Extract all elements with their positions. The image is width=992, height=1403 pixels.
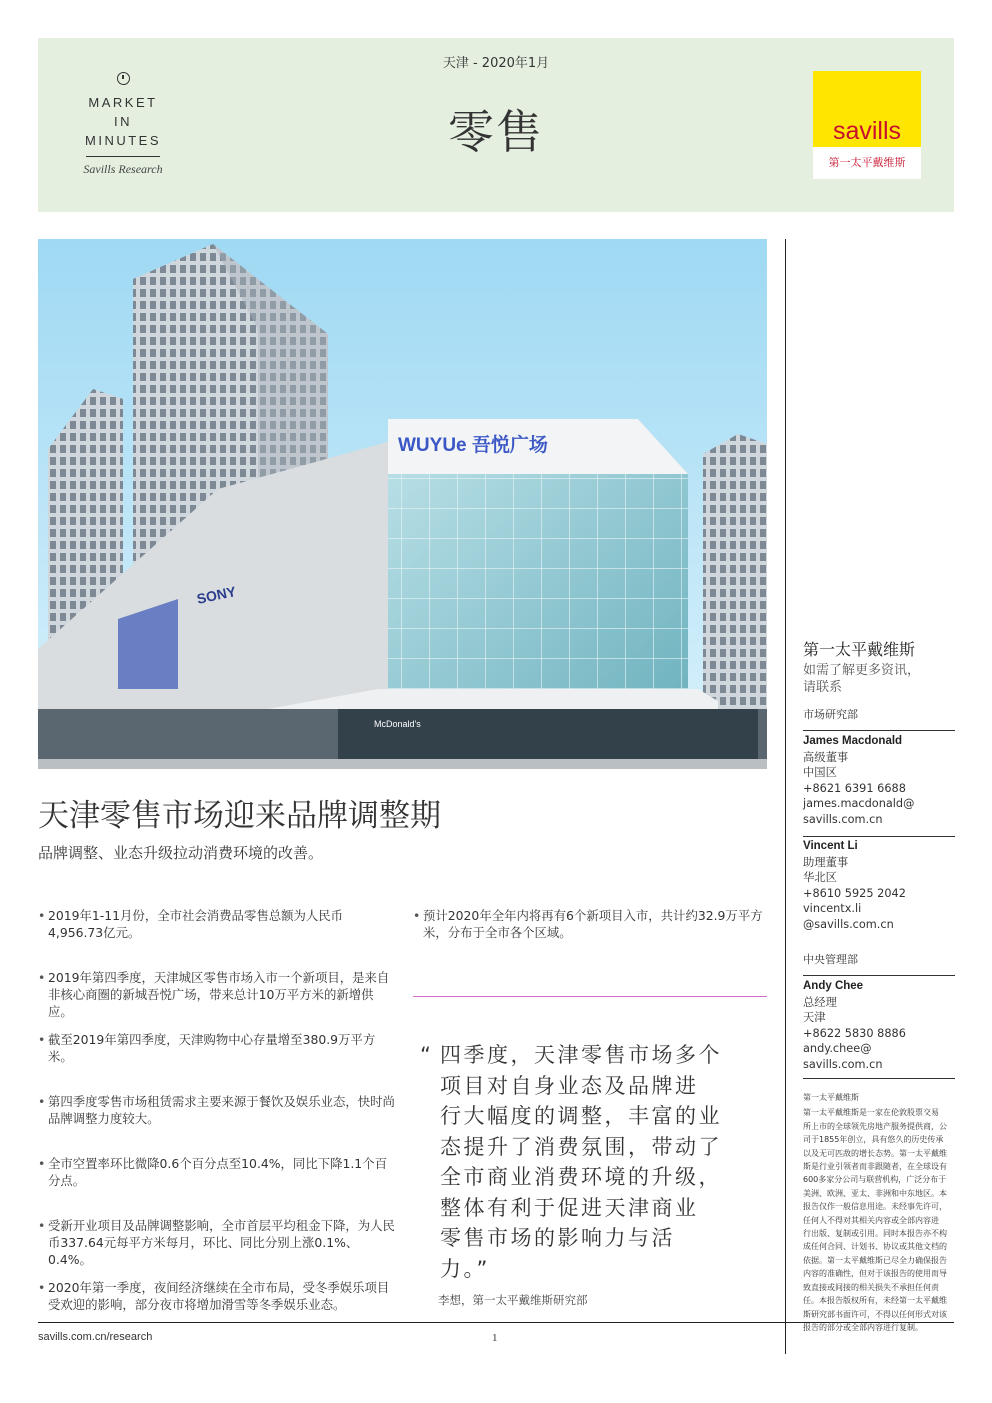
report-date: 天津 - 2020年1月 <box>442 56 550 71</box>
bullet-item: • 受新开业项目及品牌调整影响，全市首层平均租金下降，为人民币337.64元每平方米每月，环比、同比分别上涨0.1%、0.4%。 <box>38 1217 398 1279</box>
contact-email[interactable]: andy.chee@ <box>803 1042 872 1056</box>
report-header <box>38 38 954 212</box>
bullet-item: • 全市空置率环比微降0.6个百分点至10.4%，同比下降1.1个百分点。 <box>38 1155 398 1217</box>
contact-phone: +8610 5925 2042 <box>803 886 906 900</box>
bullet-item: • 第四季度零售市场租赁需求主要来源于餐饮及娱乐业态，快时尚品牌调整力度较大。 <box>38 1093 398 1155</box>
contact-name: Vincent Li <box>803 840 858 852</box>
contact-email-domain[interactable]: savills.com.cn <box>803 1057 883 1071</box>
contact-divider <box>803 975 955 976</box>
quote-line: 态提升了消费氛围，带动了 <box>440 1134 722 1159</box>
sidebar-brand: 第一太平戴维斯 <box>803 640 916 659</box>
quote-line: 整体有利于促进天津商业 <box>440 1195 699 1220</box>
bullet-item: • 2020年第一季度，夜间经济继续在全市布局，受冬季娱乐项目受欢迎的影响，部分夜市将增加滑雪等冬季娱乐业态。 <box>38 1279 398 1341</box>
bullet-item: • 截至2019年第四季度，天津购物中心存量增至380.9万平方米。 <box>38 1031 398 1093</box>
contact-card <box>803 734 955 828</box>
disclaimer-line: 司于1855年创立，具有悠久的历史传承 <box>803 1135 944 1145</box>
logo-wordmark: savills <box>832 117 902 145</box>
brand-line-in: IN <box>114 114 132 129</box>
article-subheadline: 品牌调整、业态升级拉动消费环境的改善。 <box>38 844 324 862</box>
page-title: 零售 <box>448 105 544 159</box>
footer-divider <box>38 1322 954 1323</box>
disclaimer-line: 任何人不得对其相关内容或全部内容进 <box>803 1215 939 1225</box>
disclaimer-line: 报告仅作一般信息用途。未经事先许可， <box>803 1202 947 1212</box>
quote-mark: “ <box>420 1043 434 1067</box>
contact-prompt-line: 如需了解更多资讯， <box>803 663 921 678</box>
contact-phone: +8622 5830 8886 <box>803 1026 906 1040</box>
disclaimer <box>803 1091 955 1334</box>
disclaimer-line: 600多家分公司与联营机构，广泛分布于 <box>803 1175 947 1185</box>
disclaimer-title: 第一太平戴维斯 <box>803 1093 859 1102</box>
disclaimer-line: 美洲、欧洲、亚太、非洲和中东地区。本 <box>803 1188 947 1198</box>
disclaimer-line: 斯是行业引领者而非跟随者，在全球设有 <box>803 1162 947 1172</box>
contact-email[interactable]: james.macdonald@ <box>803 797 915 811</box>
contact-title: 总经理 <box>803 995 837 1009</box>
clock-icon <box>117 72 130 85</box>
disclaimer-line: 成任何合同、计划书、协议或其他文档的 <box>803 1242 947 1252</box>
section-divider <box>413 996 767 997</box>
contact-prompt <box>803 662 955 696</box>
disclaimer-line: 以及无可匹敌的增长态势。第一太平戴维 <box>803 1148 947 1158</box>
disclaimer-line: 致直接或间接的相关损失不承担任何责 <box>803 1282 939 1292</box>
contact-region: 天津 <box>803 1011 826 1025</box>
mall-sign: WUYUe 吾悦广场 <box>398 435 548 456</box>
contact-email[interactable]: vincentx.li <box>803 902 862 916</box>
footer-url[interactable]: savills.com.cn/research <box>38 1331 153 1343</box>
brand-line-minutes: MINUTES <box>85 133 161 148</box>
disclaimer-line: 报告的部分或全部内容进行复制。 <box>803 1322 923 1332</box>
disclaimer-line: 斯研究部书面许可，不得以任何形式对该 <box>803 1309 947 1319</box>
contact-region: 华北区 <box>803 871 837 885</box>
logo-subtitle: 第一太平戴维斯 <box>813 147 921 179</box>
bullet-item: • 2019年1-11月份，全市社会消费品零售总额为人民币4,956.73亿元。 <box>38 907 398 969</box>
hero-photo <box>38 239 767 769</box>
savills-logo <box>813 71 921 179</box>
disclaimer-line: 第一太平戴维斯是一家在伦敦股票交易 <box>803 1108 939 1118</box>
disclaimer-line: 所上市的全球领先房地产服务提供商，公 <box>803 1121 947 1131</box>
disclaimer-line: 任。本报告版权所有，未经第一太平戴维 <box>803 1296 947 1306</box>
store-sign: McDonald's <box>374 719 421 729</box>
mall-illustration <box>38 239 767 769</box>
contact-divider <box>803 730 955 731</box>
quote-line: 项目对自身业态及品牌进 <box>440 1073 699 1098</box>
article-headline: 天津零售市场迎来品牌调整期 <box>38 798 441 834</box>
brand-subtitle: Savills Research <box>83 162 163 176</box>
key-points-right <box>413 907 763 945</box>
quote-line: 全市商业消费环境的升级， <box>440 1165 722 1189</box>
bullet-item: • 预计2020年全年内将再有6个新项目入市，共计约32.9万平方米，分布于全市各个区域。 <box>413 907 763 945</box>
disclaimer-divider <box>803 1078 955 1079</box>
contact-title: 助理董事 <box>803 855 849 869</box>
quote-line: 行大幅度的调整，丰富的业 <box>440 1104 722 1128</box>
quote-line: 四季度，天津零售市场多个 <box>440 1043 722 1067</box>
key-points-left <box>38 907 398 1341</box>
contact-region: 中国区 <box>803 766 837 780</box>
sony-sign: SONY <box>195 583 238 607</box>
brand-line-market: MARKET <box>88 95 158 110</box>
disclaimer-line: 依据。第一太平戴维斯已尽全力确保报告 <box>803 1255 947 1265</box>
contact-phone: +8621 6391 6688 <box>803 781 906 795</box>
contact-email-domain[interactable]: @savills.com.cn <box>803 917 894 931</box>
contact-name: Andy Chee <box>803 980 864 992</box>
department-market-research: 市场研究部 <box>803 708 858 721</box>
bullet-item: • 2019年第四季度，天津城区零售市场入市一个新项目，是来自非核心商圈的新城吾悦广场，带来总计10万平方米的新增供应。 <box>38 969 398 1031</box>
disclaimer-line: 内容的准确性，但对于该报告的使用而导 <box>803 1269 947 1279</box>
disclaimer-line: 行出版、复制或引用。同时本报告亦不构 <box>803 1229 947 1239</box>
quote-attribution: 李想，第一太平戴维斯研究部 <box>438 1293 588 1307</box>
contact-email-domain[interactable]: savills.com.cn <box>803 812 883 826</box>
contact-divider <box>803 836 955 837</box>
contact-prompt-line: 请联系 <box>803 680 843 695</box>
sidebar-divider <box>785 239 786 1354</box>
pull-quote <box>420 1040 765 1284</box>
contact-card <box>803 979 955 1073</box>
contact-card <box>803 839 955 933</box>
quote-line: 零售市场的影响力与活 <box>440 1226 675 1250</box>
quote-line: 力。” <box>440 1256 490 1281</box>
contact-name: James Macdonald <box>803 735 903 747</box>
department-central-management: 中央管理部 <box>803 953 858 966</box>
page-number: 1 <box>492 1332 498 1344</box>
contact-title: 高级董事 <box>803 750 849 764</box>
